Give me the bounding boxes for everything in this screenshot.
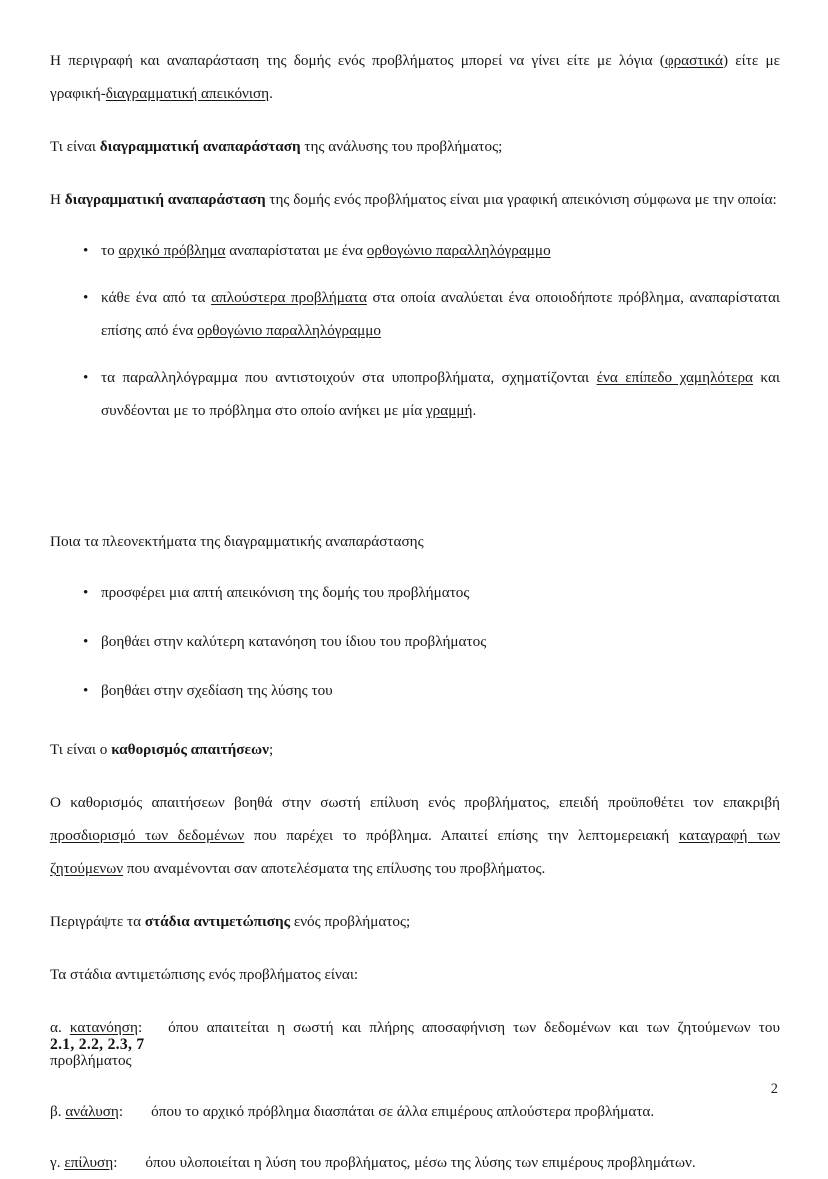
requirements-question-part1: Τι είναι ο [50, 741, 112, 758]
stage-c-term: επίλυση [64, 1154, 114, 1171]
stage-b-text: όπου το αρχικό πρόβλημα διασπάται σε άλλα επιμέρους απλούστερα προβλήματα. [151, 1103, 655, 1120]
requirements-underline-recording: καταγραφή των ζητούμενων [50, 827, 781, 877]
bullet-3-mid: και συνδέονται με το πρόβλημα στο οποίο ανήκει με μία [101, 369, 780, 419]
list-item [50, 625, 780, 658]
bullet-3-underline-1: ένα επίπεδο χαμηλότερα [596, 369, 753, 386]
question-stages [50, 905, 780, 938]
intro-p2-bold: διαγραμματική αναπαράσταση [99, 138, 301, 155]
intro-p3-part2: της δομής ενός προβλήματος είναι μια γραφική απεικόνιση σύμφωνα με την οποία: [265, 191, 777, 208]
stage-c-label: γ. [50, 1154, 65, 1171]
bullet-icon: • [83, 369, 89, 386]
paragraph-question-diagrammatic [50, 130, 780, 163]
intro-p1-part2: ) είτε με γραφική- [50, 52, 780, 102]
bullet-3-underline-2: γραμμή [425, 402, 473, 419]
stage-item-analysi [50, 1095, 780, 1128]
document-body [50, 44, 780, 1179]
intro-p1-part3: . [269, 85, 273, 102]
intro-p1-underline-frastika: φραστικά [664, 52, 723, 69]
section-spacer [50, 467, 780, 525]
intro-p1-underline-diagrammatiki: διαγραμματική απεικόνιση [105, 85, 270, 102]
bullet-2-underline-1: απλούστερα προβλήματα [211, 289, 367, 306]
stage-c-text: όπου υλοποιείται η λύση του προβλήματος, μέσω της λύσης των επιμέρους προβλημάτων. [145, 1154, 696, 1171]
bullet-3-post: . [472, 402, 477, 419]
advantage-item-label: προσφέρει μια απτή απεικόνιση της δομής του προβλήματος [101, 584, 470, 601]
paragraph-requirements-answer [50, 786, 780, 885]
stage-a-term: κατανόηση [69, 1019, 138, 1036]
intro-p3-bold: διαγραμματική αναπαράσταση [64, 191, 266, 208]
requirements-question-part2: ; [268, 741, 274, 758]
bullet-3-pre: τα παραλληλόγραμμα που αντιστοιχούν στα υποπροβλήματα, σχηματίζονται [101, 369, 597, 386]
paragraph-stages-intro: Τα στάδια αντιμετώπισης ενός προβλήματος είναι: [50, 966, 359, 983]
advantages-bullet-list [50, 576, 780, 707]
stage-item-katanoisi [50, 1011, 780, 1077]
question-requirements [50, 733, 780, 766]
bullet-1-underline-2: ορθογώνιο παραλληλόγραμμο [366, 242, 551, 259]
paragraph-answer-diagrammatic [50, 183, 780, 216]
bullet-icon: • [83, 584, 89, 601]
advantage-item-label: βοηθάει στην καλύτερη κατανόηση του ίδιου του προβλήματος [101, 633, 487, 650]
bullet-icon: • [83, 633, 89, 650]
bullet-2-mid: στα οποία αναλύεται ένα οποιοδήποτε πρόβλημα, αναπαρίσταται επίσης από ένα [101, 289, 780, 339]
requirements-question-bold: καθορισμός απαιτήσεων [111, 741, 269, 758]
stages-question-bold: στάδια αντιμετώπισης [144, 913, 291, 930]
list-item [50, 361, 780, 427]
intro-p2-part2: της ανάλυσης του προβλήματος; [300, 138, 503, 155]
intro-p2-part1: Τι είναι [50, 138, 100, 155]
stage-a-text: όπου απαιτείται η σωστή και πλήρης αποσαφήνιση των δεδομένων και των ζητούμενων του προβλήματος [50, 1019, 780, 1069]
requirements-underline-data: προσδιορισμό των δεδομένων [50, 827, 245, 844]
stages-question-part1: Περιγράψτε τα [50, 913, 145, 930]
requirements-answer-pre: Ο καθορισμός απαιτήσεων βοηθά στην σωστή επίλυση ενός προβλήματος, επειδή προϋποθέτει τον επακριβή [50, 794, 780, 811]
intro-p1-part1: Η περιγραφή και αναπαράσταση της δομής ενός προβλήματος μπορεί να γίνει είτε με λόγια ( [50, 52, 665, 69]
page-number: 2 [770, 1081, 778, 1097]
stage-b-term: ανάλυση [65, 1103, 119, 1120]
stage-c-colon: : [113, 1154, 118, 1171]
footer-reference-note: 2.1, 2.2, 2.3, 7 [50, 1036, 145, 1053]
heading-advantages: Ποια τα πλεονεκτήματα της διαγραμματικής αναπαράστασης [50, 533, 424, 550]
bullet-1-pre: το [101, 242, 119, 259]
definition-bullet-list [50, 234, 780, 427]
bullet-1-underline-1: αρχικό πρόβλημα [118, 242, 226, 259]
list-item [50, 281, 780, 347]
list-item [50, 674, 780, 707]
list-item [50, 234, 780, 267]
stage-b-label: β. [50, 1103, 66, 1120]
bullet-icon: • [83, 289, 89, 306]
bullet-2-underline-2: ορθογώνιο παραλληλόγραμμο [197, 322, 381, 339]
bullet-2-pre: κάθε ένα από τα [101, 289, 212, 306]
advantage-item-label: βοηθάει στην σχεδίαση της λύσης του [101, 682, 333, 699]
requirements-answer-post: που αναμένονται σαν αποτελέσματα της επίλυσης του προβλήματος. [123, 860, 546, 877]
stages-question-part2: ενός προβλήματος; [290, 913, 411, 930]
stage-item-epilysi [50, 1146, 780, 1179]
bullet-1-mid: αναπαρίσταται με ένα [225, 242, 367, 259]
requirements-answer-mid: που παρέχει το πρόβλημα. Απαιτεί επίσης την λεπτομερειακή [244, 827, 679, 844]
stage-b-colon: : [118, 1103, 124, 1120]
intro-p3-part1: Η [50, 191, 65, 208]
stage-a-colon: : [137, 1019, 143, 1036]
bullet-icon: • [83, 682, 89, 699]
bullet-icon: • [83, 242, 89, 259]
list-item [50, 576, 780, 609]
stage-a-label: α. [50, 1019, 70, 1036]
paragraph-description-representation [50, 44, 780, 110]
